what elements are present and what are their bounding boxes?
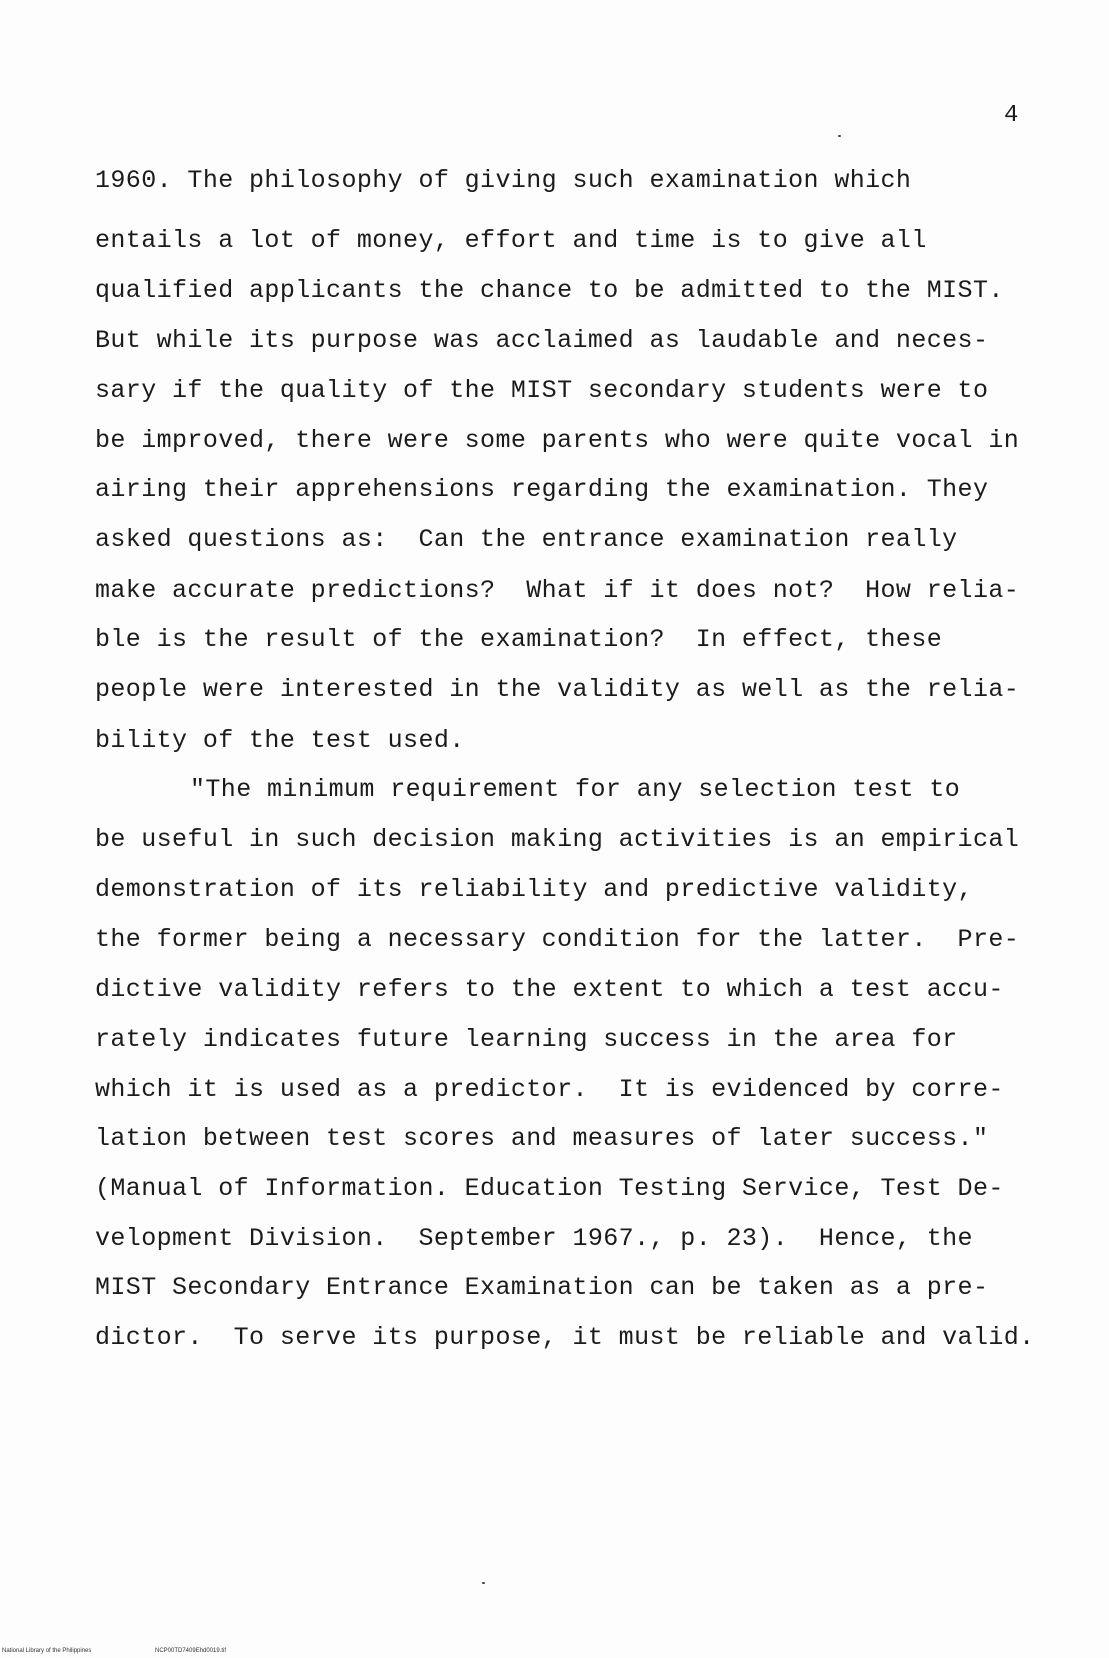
quote-line-7: which it is used as a predictor. It is evidenced by corre- bbox=[95, 1075, 1004, 1104]
body-line-2: entails a lot of money, effort and time is to give all bbox=[95, 226, 927, 255]
citation-line-2: velopment Division. September 1967., p. 23). Hence, the bbox=[95, 1224, 973, 1253]
scan-speck bbox=[838, 135, 841, 137]
quote-line-5: dictive validity refers to the extent to which a test accu- bbox=[95, 975, 1004, 1004]
footer-file: NCP00TD7409Ehd0019.tif bbox=[155, 1648, 227, 1654]
page-number: 4 bbox=[1004, 102, 1019, 129]
scan-speck bbox=[482, 1582, 485, 1584]
body-line-14: dictor. To serve its purpose, it must be reliable and valid. bbox=[95, 1323, 1035, 1352]
quote-line-8: lation between test scores and measures of later success." bbox=[95, 1124, 989, 1153]
quote-line-3: demonstration of its reliability and predictive validity, bbox=[95, 875, 973, 904]
quote-line-1: "The minimum requirement for any selection test to bbox=[190, 775, 961, 804]
quote-line-2: be useful in such decision making activities is an empirical bbox=[95, 825, 1020, 854]
body-line-8: asked questions as: Can the entrance examination really bbox=[95, 525, 958, 554]
body-line-9: make accurate predictions? What if it does not? How relia- bbox=[95, 576, 1020, 605]
body-line-5: sary if the quality of the MIST secondary students were to bbox=[95, 376, 989, 405]
body-line-12: bility of the test used. bbox=[95, 726, 465, 755]
body-line-3: qualified applicants the chance to be admitted to the MIST. bbox=[95, 276, 1004, 305]
body-line-11: people were interested in the validity as well as the relia- bbox=[95, 675, 1020, 704]
body-line-6: be improved, there were some parents who were quite vocal in bbox=[95, 426, 1020, 455]
body-line-1: 1960. The philosophy of giving such examination which bbox=[95, 166, 912, 195]
body-line-4: But while its purpose was acclaimed as laudable and neces- bbox=[95, 326, 989, 355]
footer-library: National Library of the Philippines bbox=[2, 1648, 92, 1654]
body-line-13: MIST Secondary Entrance Examination can be taken as a pre- bbox=[95, 1273, 989, 1302]
citation-line-1: (Manual of Information. Education Testing Service, Test De- bbox=[95, 1174, 1004, 1203]
body-line-10: ble is the result of the examination? In effect, these bbox=[95, 625, 943, 654]
quote-line-4: the former being a necessary condition for the latter. Pre- bbox=[95, 925, 1020, 954]
body-line-7: airing their apprehensions regarding the examination. They bbox=[95, 475, 989, 504]
quote-line-6: rately indicates future learning success in the area for bbox=[95, 1025, 958, 1054]
